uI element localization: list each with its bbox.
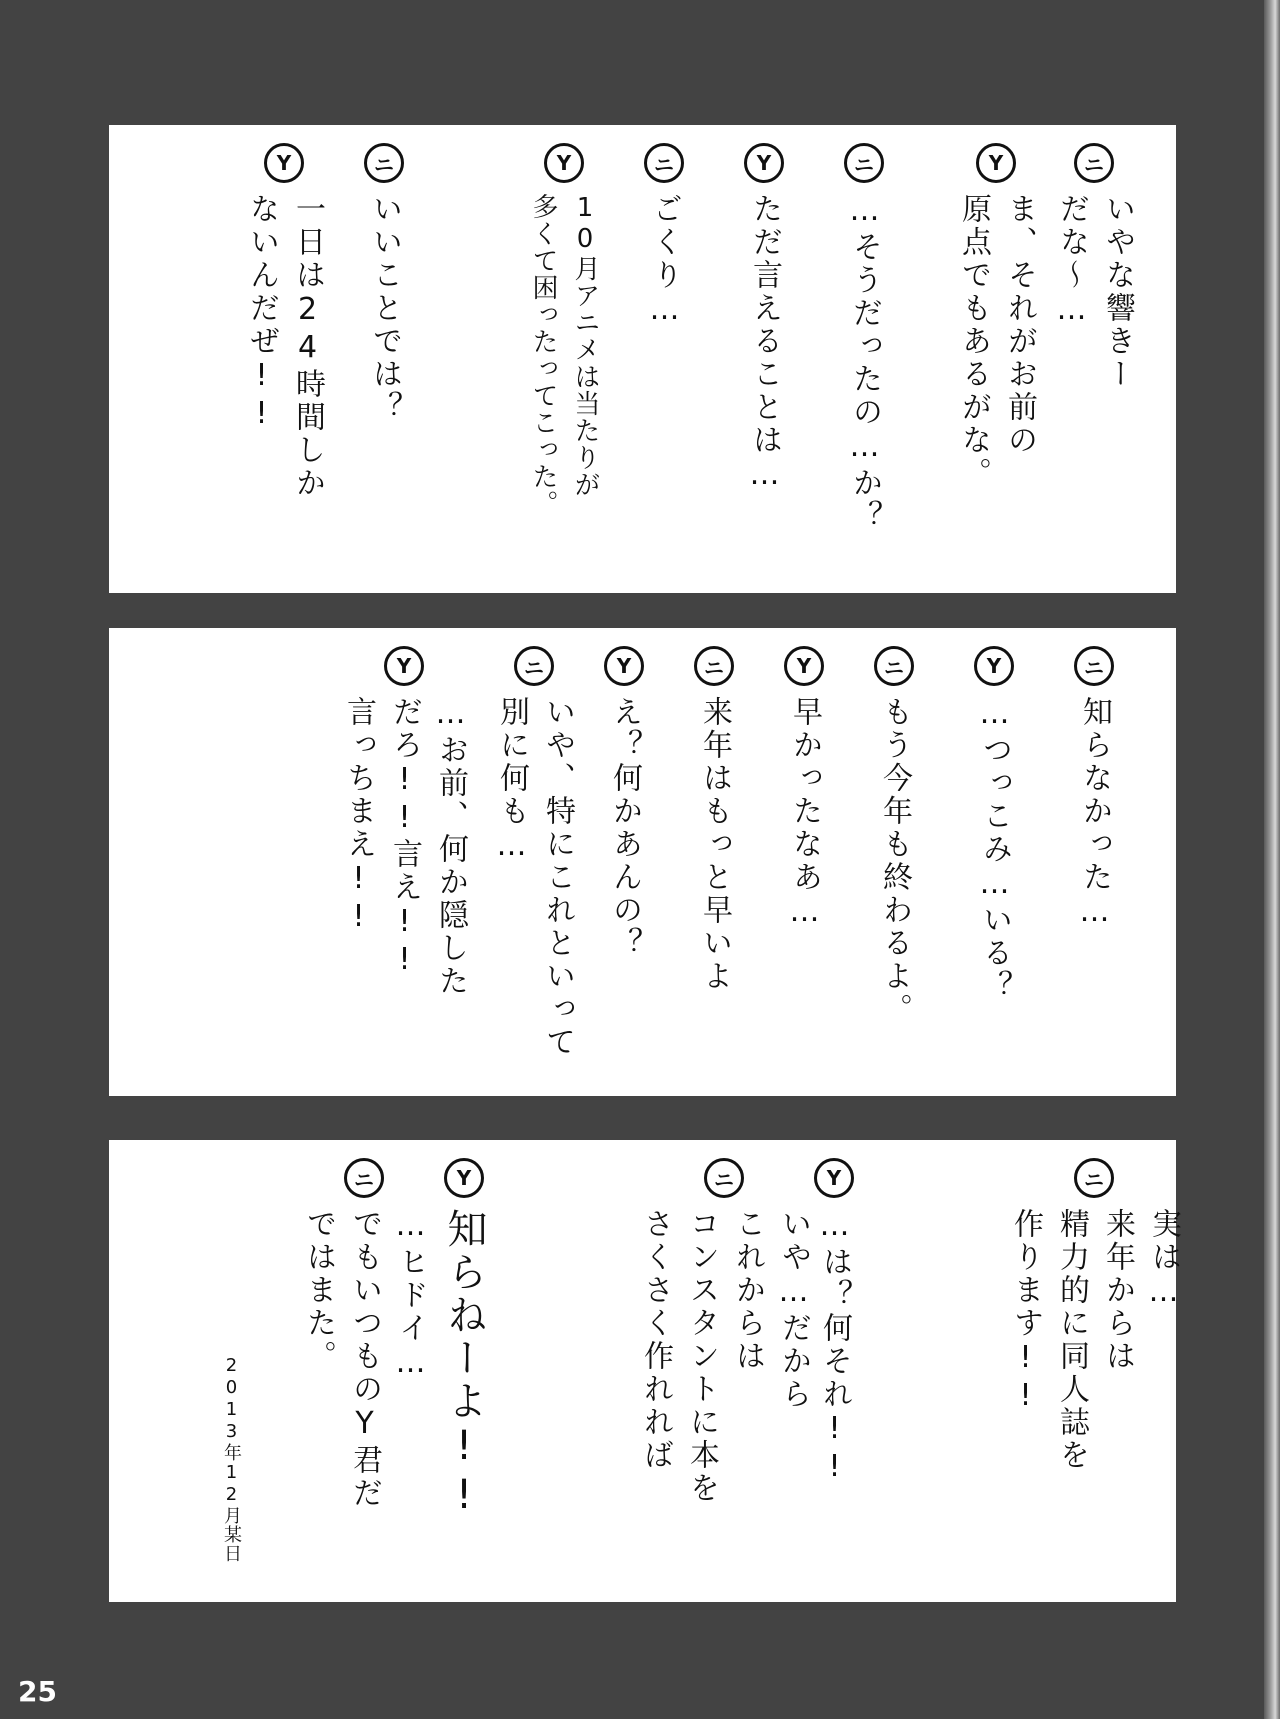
dialogue-entry — [432, 1158, 496, 1521]
dialogue-entry — [632, 143, 696, 330]
dialogue-entry — [341, 646, 468, 998]
dialogue-line: …ヒドイ… — [393, 1208, 428, 1383]
dialogue-line: 多くて困ったってこった。 — [528, 193, 558, 517]
dialogue-entry — [244, 143, 325, 500]
dialogue-line: …そうだったの…か？ — [847, 193, 882, 533]
dialogue-line: いや、特にこれといって — [540, 696, 575, 1059]
date-text: 2013年12月某日 — [221, 1355, 242, 1563]
speaker-badge: Y — [604, 646, 644, 686]
speaker-badge: Y — [974, 646, 1014, 686]
page-edge — [1264, 0, 1280, 1719]
dialogue-line: さくさく作れれば — [638, 1208, 673, 1472]
speaker-badge: ニ — [1074, 646, 1114, 686]
speaker-badge: ニ — [694, 646, 734, 686]
dialogue-line: もう今年も終わるよ。 — [877, 696, 912, 1026]
speaker-badge: ニ — [704, 1158, 744, 1198]
dialogue-line: ごくり… — [647, 193, 682, 330]
dialogue-line: 精力的に同人誌を — [1054, 1208, 1089, 1472]
page-number: 25 — [18, 1675, 57, 1708]
dialogue-entry — [352, 143, 416, 424]
dialogue-line: 10月アニメは当たりが — [570, 193, 600, 498]
dialogue-entry — [301, 1158, 428, 1510]
speaker-badge: Y — [976, 143, 1016, 183]
dialogue-entry — [1008, 1158, 1181, 1472]
dialogue-line: だろ!!言え!! — [387, 696, 422, 980]
dialogue-line: え？何かあんの？ — [607, 696, 642, 960]
speaker-badge: Y — [444, 1158, 484, 1198]
dialogue-entry — [638, 1158, 811, 1505]
dialogue-line: ないんだぜ!! — [244, 193, 279, 434]
speaker-badge: Y — [544, 143, 584, 183]
dialogue-line: ではまた。 — [301, 1208, 336, 1373]
dialogue-line: 知らねーよ!! — [441, 1208, 487, 1521]
speaker-badge: Y — [814, 1158, 854, 1198]
dialogue-entry — [832, 143, 896, 533]
speaker-badge: Y — [264, 143, 304, 183]
dialogue-entry — [592, 646, 656, 960]
dialogue-entry — [956, 143, 1037, 490]
dialogue-line: …つっこみ…いる？ — [977, 696, 1012, 1003]
speaker-badge: ニ — [874, 646, 914, 686]
dialogue-line: でもいつものY君だ — [347, 1208, 382, 1510]
dialogue-panel-3 — [109, 1140, 1181, 1602]
dialogue-line: 原点でもあるがな。 — [956, 193, 991, 490]
speaker-badge: ニ — [644, 143, 684, 183]
speaker-badge: Y — [744, 143, 784, 183]
dialogue-entry — [494, 646, 575, 1059]
dialogue-line: …お前、何か隠した — [433, 696, 468, 998]
dialogue-panel-2 — [109, 628, 1176, 1096]
dialogue-entry — [962, 646, 1026, 1003]
dialogue-line: 言っちまえ!! — [341, 696, 376, 937]
dialogue-line: いや…だから — [776, 1208, 811, 1411]
dialogue-entry — [862, 646, 926, 1026]
dialogue-panel-1 — [109, 125, 1176, 593]
dialogue-line: 別に何も… — [494, 696, 529, 866]
speaker-badge: ニ — [364, 143, 404, 183]
dialogue-line: …は？何それ!! — [817, 1208, 852, 1487]
dialogue-entry — [682, 646, 746, 993]
dialogue-entry — [772, 646, 836, 932]
speaker-badge: ニ — [514, 646, 554, 686]
date-note — [216, 1355, 246, 1563]
speaker-badge: Y — [784, 646, 824, 686]
dialogue-entry — [1054, 143, 1135, 391]
dialogue-line: ただ言えることは… — [747, 193, 782, 495]
dialogue-line: だな〜… — [1054, 193, 1089, 330]
dialogue-line: 作ります!! — [1008, 1208, 1043, 1416]
dialogue-line: これからは — [730, 1208, 765, 1373]
dialogue-line: ま、それがお前の — [1002, 193, 1037, 457]
dialogue-entry — [732, 143, 796, 495]
dialogue-entry — [1062, 646, 1126, 932]
dialogue-line: 知らなかった… — [1077, 696, 1112, 932]
speaker-badge: ニ — [1074, 1158, 1114, 1198]
dialogue-line: 来年はもっと早いよ — [697, 696, 732, 993]
dialogue-entry — [528, 143, 600, 517]
dialogue-line: 実は… — [1146, 1208, 1181, 1312]
speaker-badge: ニ — [844, 143, 884, 183]
speaker-badge: ニ — [344, 1158, 384, 1198]
dialogue-line: 早かったなあ… — [787, 696, 822, 932]
speaker-badge: Y — [384, 646, 424, 686]
dialogue-line: コンスタントに本を — [684, 1208, 719, 1505]
dialogue-line: いいことでは？ — [367, 193, 402, 424]
speaker-badge: ニ — [1074, 143, 1114, 183]
dialogue-line: 一日は24時間しか — [290, 193, 325, 500]
dialogue-line: 来年からは — [1100, 1208, 1135, 1373]
dialogue-line: いやな響きー — [1100, 193, 1135, 391]
